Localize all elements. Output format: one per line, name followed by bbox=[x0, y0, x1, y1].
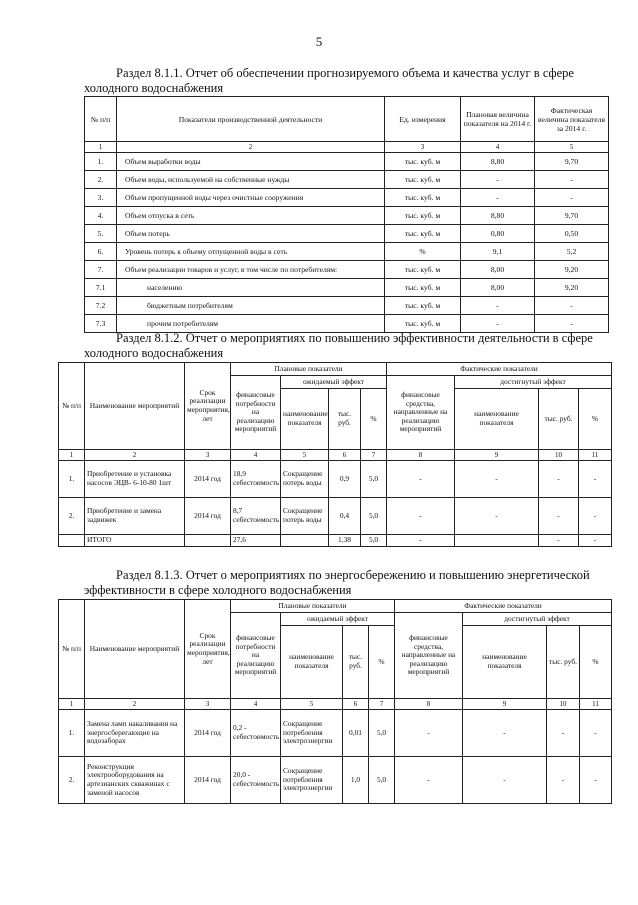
header-indicator-name: наименование показателя bbox=[281, 389, 329, 450]
effect-pct-cell: 5,0 bbox=[361, 461, 387, 498]
achieved-rub-cell: - bbox=[547, 710, 580, 757]
fin-need-cell: 27,6 bbox=[231, 535, 281, 547]
unit-cell: тыс. куб. м bbox=[385, 189, 461, 207]
section-3-title bbox=[84, 568, 604, 598]
achieved-pct-cell: - bbox=[580, 710, 612, 757]
row-number-cell: 2. bbox=[59, 498, 85, 535]
section-1-body bbox=[85, 153, 609, 333]
effect-name-cell: Сокращение потребления электроэнергии bbox=[281, 757, 343, 804]
indicator-cell: прочим потребителям bbox=[117, 315, 385, 333]
section-2-title-text: Раздел 8.1.2. Отчет о мероприятиях по повышению эффективности деятельности в сфере холодного водоснабжения bbox=[84, 331, 593, 360]
effect-rub-cell: 0,01 bbox=[343, 710, 369, 757]
column-number: 5 bbox=[535, 142, 609, 153]
planned-value-cell: - bbox=[461, 189, 535, 207]
unit-cell: тыс. куб. м bbox=[385, 171, 461, 189]
unit-cell: тыс. куб. м bbox=[385, 261, 461, 279]
term-cell: 2014 год bbox=[185, 461, 231, 498]
header-fin-actual: финансовые средства, направленные на реализацию мероприятий bbox=[395, 613, 463, 699]
indicator-cell: Объем выработки воды bbox=[117, 153, 385, 171]
achieved-name-cell: - bbox=[463, 757, 547, 804]
row-number-cell: 7.1 bbox=[85, 279, 117, 297]
term-cell: 2014 год bbox=[185, 757, 231, 804]
actual-value-cell: 9,70 bbox=[535, 153, 609, 171]
effect-pct-cell: 5,0 bbox=[361, 498, 387, 535]
section-2-table bbox=[58, 362, 612, 547]
table-row bbox=[85, 279, 609, 297]
header-cell: Плановая величина показателя на 2014 г. bbox=[461, 97, 535, 142]
measure-name-cell: Реконструкция электрооборудования на артезианских скважинах с заменой насосов bbox=[85, 757, 185, 804]
column-number: 2 bbox=[85, 699, 185, 710]
header-fin: финансовые потребности на реализацию мероприятий bbox=[231, 376, 281, 450]
row-number-cell: 4. bbox=[85, 207, 117, 225]
header-fin-actual: финансовые средства, направленные на реализацию мероприятий bbox=[387, 376, 455, 450]
fin-actual-cell: - bbox=[387, 461, 455, 498]
header-actual: Фактические показатели bbox=[395, 600, 612, 613]
column-number: 5 bbox=[281, 450, 329, 461]
actual-value-cell: - bbox=[535, 189, 609, 207]
planned-value-cell: 8,80 bbox=[461, 153, 535, 171]
column-number: 9 bbox=[455, 450, 539, 461]
column-number: 1 bbox=[59, 450, 85, 461]
actual-value-cell: - bbox=[535, 315, 609, 333]
fin-need-cell: 8,7 себестоимость bbox=[231, 498, 281, 535]
unit-cell: тыс. куб. м bbox=[385, 225, 461, 243]
section-1-title-text: Раздел 8.1.1. Отчет об обеспечении прогнозируемого объема и качества услуг в сфере холодного водоснабжения bbox=[84, 66, 574, 95]
measure-name-cell: ИТОГО bbox=[85, 535, 185, 547]
achieved-pct-cell: - bbox=[579, 498, 612, 535]
table-row bbox=[85, 297, 609, 315]
planned-value-cell: - bbox=[461, 315, 535, 333]
table-row bbox=[85, 189, 609, 207]
header-indicator-name: наименование показателя bbox=[281, 626, 343, 699]
section-1-table bbox=[84, 96, 609, 333]
column-number: 2 bbox=[85, 450, 185, 461]
total-row bbox=[59, 535, 612, 547]
planned-value-cell: - bbox=[461, 171, 535, 189]
effect-rub-cell: 0,9 bbox=[329, 461, 361, 498]
table-row bbox=[85, 243, 609, 261]
section-3-body bbox=[59, 710, 612, 804]
indicator-cell: Объем воды, используемой на собственные нужды bbox=[117, 171, 385, 189]
column-number: 11 bbox=[579, 450, 612, 461]
indicator-cell: Объем реализации товаров и услуг, в том числе по потребителям: bbox=[117, 261, 385, 279]
header-pct: % bbox=[369, 626, 395, 699]
row-number-cell: 1. bbox=[59, 710, 85, 757]
table-row bbox=[59, 461, 612, 498]
indicator-cell: Уровень потерь к объему отпущенной воды в сеть bbox=[117, 243, 385, 261]
column-number: 4 bbox=[231, 699, 281, 710]
table-row bbox=[59, 757, 612, 804]
column-number: 3 bbox=[185, 450, 231, 461]
header-name: Наименование мероприятий bbox=[85, 600, 185, 699]
header-rub: тыс. руб. bbox=[547, 626, 580, 699]
column-number: 1 bbox=[59, 699, 85, 710]
header-pct: % bbox=[580, 626, 612, 699]
table-row bbox=[59, 498, 612, 535]
effect-name-cell: Сокращение потерь воды bbox=[281, 461, 329, 498]
header-achieved: достигнутый эффект bbox=[455, 376, 612, 389]
row-number-cell: 6. bbox=[85, 243, 117, 261]
column-number: 8 bbox=[395, 699, 463, 710]
table-row bbox=[85, 225, 609, 243]
achieved-rub-cell: - bbox=[539, 498, 579, 535]
section-3-table bbox=[58, 599, 612, 804]
achieved-name-cell bbox=[455, 535, 539, 547]
row-number-cell: 2. bbox=[59, 757, 85, 804]
planned-value-cell: 8,00 bbox=[461, 261, 535, 279]
effect-pct-cell: 5,0 bbox=[369, 710, 395, 757]
header-actual: Фактические показатели bbox=[387, 363, 612, 376]
achieved-rub-cell: - bbox=[539, 461, 579, 498]
table-row bbox=[85, 171, 609, 189]
achieved-pct-cell: - bbox=[580, 757, 612, 804]
planned-value-cell: 8,80 bbox=[461, 207, 535, 225]
row-number-cell: 2. bbox=[85, 171, 117, 189]
actual-value-cell: 5,2 bbox=[535, 243, 609, 261]
table-header-row bbox=[59, 600, 612, 613]
achieved-pct-cell: - bbox=[579, 461, 612, 498]
fin-actual-cell: - bbox=[387, 535, 455, 547]
fin-actual-cell: - bbox=[395, 757, 463, 804]
effect-name-cell: Сокращение потерь воды bbox=[281, 498, 329, 535]
column-number: 4 bbox=[231, 450, 281, 461]
header-rub: тыс. руб. bbox=[539, 389, 579, 450]
column-number: 10 bbox=[547, 699, 580, 710]
header-expected: ожидаемый эффект bbox=[281, 613, 395, 626]
row-number-cell: 7. bbox=[85, 261, 117, 279]
section-2-body bbox=[59, 461, 612, 547]
indicator-cell: Объем пропущенной воды через очистные сооружения bbox=[117, 189, 385, 207]
header-indicator-name: наименование показателя bbox=[463, 626, 547, 699]
unit-cell: тыс. куб. м bbox=[385, 279, 461, 297]
indicator-cell: Объем отпуска в сеть bbox=[117, 207, 385, 225]
actual-value-cell: - bbox=[535, 171, 609, 189]
achieved-name-cell: - bbox=[463, 710, 547, 757]
column-number-row bbox=[59, 699, 612, 710]
actual-value-cell: 0,50 bbox=[535, 225, 609, 243]
achieved-name-cell: - bbox=[455, 461, 539, 498]
measure-name-cell: Приобретение и установка насосов ЭЦВ- 6-10-80 1шт bbox=[85, 461, 185, 498]
actual-value-cell: 9,70 bbox=[535, 207, 609, 225]
row-number-cell bbox=[59, 535, 85, 547]
header-planned: Плановые показатели bbox=[231, 363, 387, 376]
column-number: 6 bbox=[329, 450, 361, 461]
section-1-title bbox=[84, 66, 604, 96]
unit-cell: тыс. куб. м bbox=[385, 153, 461, 171]
column-number: 1 bbox=[85, 142, 117, 153]
header-expected: ожидаемый эффект bbox=[281, 376, 387, 389]
actual-value-cell: 9,20 bbox=[535, 261, 609, 279]
header-term: Срок реализации мероприятия, лет bbox=[185, 600, 231, 699]
term-cell: 2014 год bbox=[185, 498, 231, 535]
fin-need-cell: 18,9 себестоимость bbox=[231, 461, 281, 498]
table-row bbox=[59, 710, 612, 757]
effect-name-cell: Сокращение потребления электроэнергии bbox=[281, 710, 343, 757]
table-header-row bbox=[59, 363, 612, 376]
header-num: № п/п bbox=[59, 363, 85, 450]
unit-cell: тыс. куб. м bbox=[385, 315, 461, 333]
column-number: 8 bbox=[387, 450, 455, 461]
header-name: Наименование мероприятий bbox=[85, 363, 185, 450]
row-number-cell: 7.3 bbox=[85, 315, 117, 333]
term-cell: 2014 год bbox=[185, 710, 231, 757]
table-row bbox=[85, 315, 609, 333]
header-indicator-name: наименование показателя bbox=[455, 389, 539, 450]
row-number-cell: 1. bbox=[59, 461, 85, 498]
actual-value-cell: 9,20 bbox=[535, 279, 609, 297]
header-fin: финансовые потребности на реализацию мероприятий bbox=[231, 613, 281, 699]
column-number: 7 bbox=[369, 699, 395, 710]
measure-name-cell: Приобретение и замена задвижек bbox=[85, 498, 185, 535]
header-pct: % bbox=[579, 389, 612, 450]
achieved-name-cell: - bbox=[455, 498, 539, 535]
column-number: 11 bbox=[580, 699, 612, 710]
effect-rub-cell: 1,38 bbox=[329, 535, 361, 547]
achieved-rub-cell: - bbox=[539, 535, 579, 547]
column-number-row bbox=[59, 450, 612, 461]
fin-actual-cell: - bbox=[395, 710, 463, 757]
row-number-cell: 5. bbox=[85, 225, 117, 243]
fin-need-cell: 0,2 - себестоимость bbox=[231, 710, 281, 757]
unit-cell: тыс. куб. м bbox=[385, 207, 461, 225]
column-number: 5 bbox=[281, 699, 343, 710]
fin-actual-cell: - bbox=[387, 498, 455, 535]
header-term: Срок реализации мероприятия, лет bbox=[185, 363, 231, 450]
header-rub: тыс. руб. bbox=[329, 389, 361, 450]
table-row bbox=[85, 153, 609, 171]
column-number: 10 bbox=[539, 450, 579, 461]
header-num: № п/п bbox=[59, 600, 85, 699]
header-cell: Ед. измерения bbox=[385, 97, 461, 142]
table-row bbox=[85, 261, 609, 279]
column-number-row bbox=[85, 142, 609, 153]
column-number: 2 bbox=[117, 142, 385, 153]
header-cell: Фактическая величина показателя за 2014 г. bbox=[535, 97, 609, 142]
section-3-title-text: Раздел 8.1.3. Отчет о мероприятиях по энергосбережению и повышению энергетической эффективности в сфере холодного водоснабжения bbox=[84, 568, 590, 597]
header-cell: Показатели производственной деятельности bbox=[117, 97, 385, 142]
effect-pct-cell: 5,0 bbox=[361, 535, 387, 547]
section-2-title bbox=[84, 331, 604, 361]
effect-pct-cell: 5,0 bbox=[369, 757, 395, 804]
indicator-cell: бюджетным потребителям bbox=[117, 297, 385, 315]
fin-need-cell: 20,0 - себестоимость bbox=[231, 757, 281, 804]
unit-cell: % bbox=[385, 243, 461, 261]
header-pct: % bbox=[361, 389, 387, 450]
header-planned: Плановые показатели bbox=[231, 600, 395, 613]
page-number: 5 bbox=[315, 34, 323, 49]
column-number: 3 bbox=[185, 699, 231, 710]
header-rub: тыс. руб. bbox=[343, 626, 369, 699]
achieved-pct-cell: - bbox=[579, 535, 612, 547]
measure-name-cell: Замена ламп накаливания на энергосберегающие на водозаборах bbox=[85, 710, 185, 757]
actual-value-cell: - bbox=[535, 297, 609, 315]
indicator-cell: Объем потерь bbox=[117, 225, 385, 243]
table-row bbox=[85, 207, 609, 225]
column-number: 7 bbox=[361, 450, 387, 461]
column-number: 6 bbox=[343, 699, 369, 710]
planned-value-cell: 8,00 bbox=[461, 279, 535, 297]
table-header-row bbox=[85, 97, 609, 142]
indicator-cell: населению bbox=[117, 279, 385, 297]
planned-value-cell: 9,1 bbox=[461, 243, 535, 261]
effect-rub-cell: 1,0 bbox=[343, 757, 369, 804]
effect-rub-cell: 0,4 bbox=[329, 498, 361, 535]
column-number: 9 bbox=[463, 699, 547, 710]
planned-value-cell: 0,80 bbox=[461, 225, 535, 243]
column-number: 4 bbox=[461, 142, 535, 153]
column-number: 3 bbox=[385, 142, 461, 153]
row-number-cell: 7.2 bbox=[85, 297, 117, 315]
term-cell bbox=[185, 535, 231, 547]
row-number-cell: 1. bbox=[85, 153, 117, 171]
header-cell: № п/п bbox=[85, 97, 117, 142]
row-number-cell: 3. bbox=[85, 189, 117, 207]
achieved-rub-cell: - bbox=[547, 757, 580, 804]
header-achieved: достигнутый эффект bbox=[463, 613, 612, 626]
planned-value-cell: - bbox=[461, 297, 535, 315]
unit-cell: тыс. куб. м bbox=[385, 297, 461, 315]
effect-name-cell bbox=[281, 535, 329, 547]
